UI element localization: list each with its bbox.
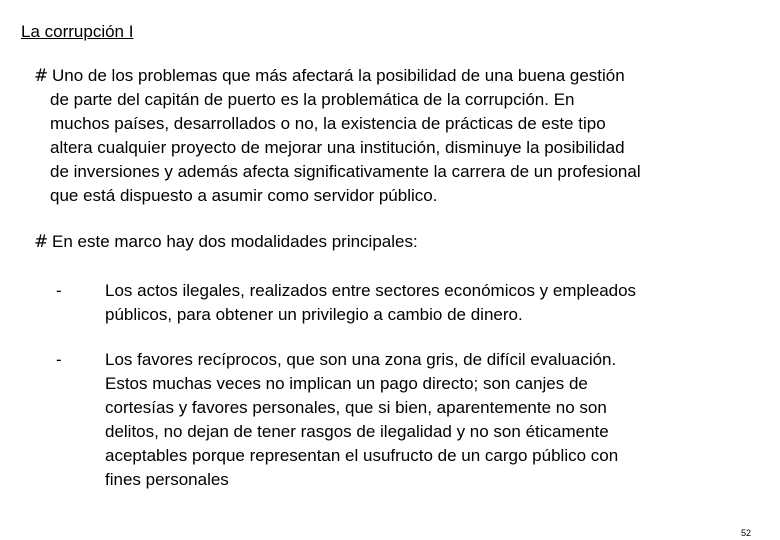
text-line: Estos muchas veces no implican un pago directo; son canjes de — [105, 374, 588, 393]
bullet-marker-icon: # — [34, 232, 49, 252]
dash-marker: - — [56, 350, 62, 369]
text-line: delitos, no dejan de tener rasgos de ilegalidad y no son éticamente — [105, 422, 609, 441]
text-line: aceptables porque representan el usufructo de un cargo público con — [105, 446, 619, 465]
text-line: que está dispuesto a asumir como servidor público. — [50, 186, 438, 205]
page-number: 52 — [740, 528, 751, 538]
bullet-item — [34, 64, 754, 208]
bullet-item — [34, 230, 734, 254]
bullet-text: En este marco hay dos modalidades principales: — [52, 232, 418, 251]
slide-title: La corrupción I — [21, 22, 134, 41]
sub-item-text — [105, 279, 745, 327]
text-line: muchos países, desarrollados o no, la existencia de prácticas de este tipo — [50, 114, 606, 133]
text-line: Uno de los problemas que más afectará la posibilidad de una buena gestión — [52, 66, 625, 85]
bullet-marker-icon: # — [34, 66, 49, 86]
text-line: altera cualquier proyecto de mejorar una institución, disminuye la posibilidad — [50, 138, 625, 157]
bullet-text — [34, 64, 754, 208]
dash-marker: - — [56, 281, 62, 300]
text-line: cortesías y favores personales, que si bien, aparentemente no son — [105, 398, 607, 417]
text-line: de inversiones y además afecta significativamente la carrera de un profesional — [50, 162, 641, 181]
text-line: Los actos ilegales, realizados entre sectores económicos y empleados — [105, 281, 637, 300]
text-line: fines personales — [105, 470, 229, 489]
text-line: públicos, para obtener un privilegio a cambio de dinero. — [105, 305, 523, 324]
text-line: Los favores recíprocos, que son una zona gris, de difícil evaluación. — [105, 350, 617, 369]
text-line: de parte del capitán de puerto es la problemática de la corrupción. En — [50, 90, 575, 109]
sub-item-text — [105, 348, 745, 492]
